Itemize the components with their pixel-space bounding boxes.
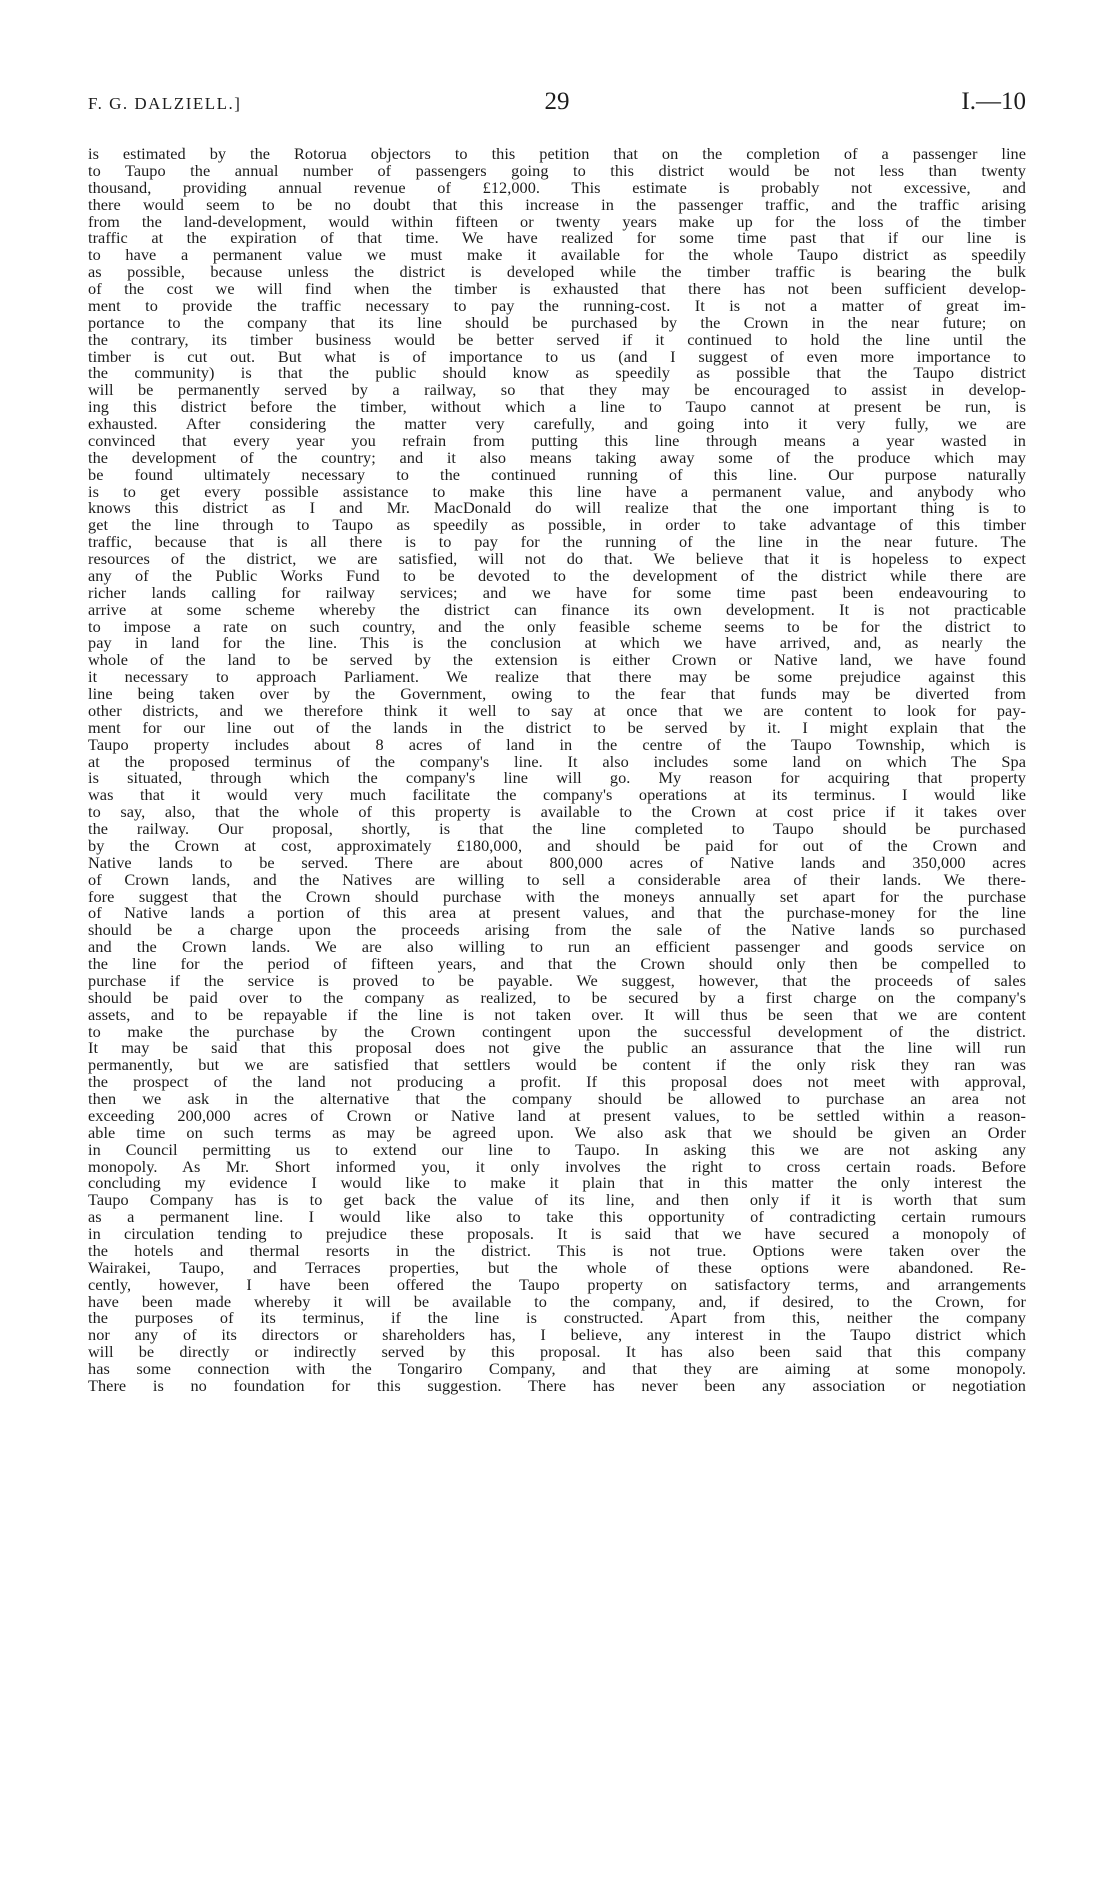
text-line: is to get every possible assistance to make this line have a permanent value, and anybody who: [88, 481, 1026, 501]
text-line: permanently, but we are satisfied that settlers would be content if the only risk they ran was: [88, 1055, 1026, 1075]
text-line: Native lands to be served. There are about 800,000 acres of Native lands and 350,000 acres: [88, 852, 1026, 872]
text-line: get the line through to Taupo as speedily as possible, in order to take advantage of this timber: [88, 515, 1026, 535]
text-line: Taupo Company has is to get back the value of its line, and then only if it is worth that sum: [88, 1190, 1026, 1210]
text-line: to make the purchase by the Crown contingent upon the successful development of the district.: [88, 1021, 1026, 1041]
text-line: to have a permanent value we must make it available for the whole Taupo district as speedily: [88, 245, 1026, 265]
text-line: the railway. Our proposal, shortly, is that the line completed to Taupo should be purchased: [88, 819, 1026, 838]
text-line: able time on such terms as may be agreed upon. We also ask that we should be given an Order: [88, 1122, 1026, 1142]
text-line: the purposes of its terminus, if the line is constructed. Apart from this, neither the company: [88, 1308, 1026, 1328]
page-header: [88, 88, 1026, 120]
text-line: the line for the period of fifteen years, and that the Crown should only then be compelled to: [88, 954, 1026, 973]
text-line: of Native lands a portion of this area at present values, and that the purchase-money for the line: [88, 903, 1026, 923]
text-line: cently, however, I have been offered the Taupo property on satisfactory terms, and arrangements: [88, 1274, 1026, 1294]
text-line: It may be said that this proposal does not give the public an assurance that the line will run: [88, 1038, 1026, 1058]
text-line: will be directly or indirectly served by this proposal. It has also been said that this company: [88, 1342, 1026, 1362]
text-line: other districts, and we therefore think it well to say at once that we are content to look for pay-: [88, 700, 1026, 720]
text-line: ment to provide the traffic necessary to pay the running-cost. It is not a matter of great im-: [88, 295, 1026, 315]
text-line: the prospect of the land not producing a profit. If this proposal does not meet with approval,: [88, 1072, 1026, 1092]
text-line: nor any of its directors or shareholders has, I believe, any interest in the Taupo district which: [88, 1325, 1026, 1345]
text-line: concluding my evidence I would like to make it plain that in this matter the only interest the: [88, 1173, 1026, 1193]
text-line: the development of the country; and it also means taking away some of the produce which may: [88, 447, 1026, 467]
witness-name: F. G. DALZIELL.]: [88, 94, 242, 113]
text-line: Wairakei, Taupo, and Terraces properties, but the whole of these options were abandoned. Re-: [88, 1257, 1026, 1277]
text-line: resources of the district, we are satisfied, will not do that. We believe that it is hopeless to expect: [88, 549, 1026, 568]
text-line: exhausted. After considering the matter very carefully, and going into it very fully, we are: [88, 414, 1026, 433]
text-line: to Taupo the annual number of passengers going to this district would be not less than twenty: [88, 160, 1026, 180]
page-number: 29: [544, 88, 570, 115]
text-line: will be permanently served by a railway, so that they may be encouraged to assist in develop-: [88, 380, 1026, 400]
text-line: purchase if the service is proved to be payable. We suggest, however, that the proceeds of sales: [88, 970, 1026, 990]
text-line: the community) is that the public should know as speedily as possible that the Taupo district: [88, 363, 1026, 383]
text-line: should be paid over to the company as realized, to be secured by a first charge on the company's: [88, 987, 1026, 1007]
text-line: in circulation tending to prejudice these proposals. It is said that we have secured a monopoly of: [88, 1224, 1026, 1243]
text-line: There is no foundation for this suggestion. There has never been any association or negotiation: [88, 1375, 1026, 1395]
text-line: there would seem to be no doubt that this increase in the passenger traffic, and the traffic arising: [88, 194, 1026, 214]
text-line: thousand, providing annual revenue of £12,000. This estimate is probably not excessive, and: [88, 177, 1026, 197]
text-line: convinced that every year you refrain from putting this line through means a year wasted in: [88, 430, 1026, 450]
text-line: any of the Public Works Fund to be devoted to the development of the district while there are: [88, 565, 1026, 585]
text-line: monopoly. As Mr. Short informed you, it only involves the right to cross certain roads. Before: [88, 1156, 1026, 1176]
text-line: traffic, because that is all there is to pay for the running of the line in the near future. The: [88, 532, 1026, 552]
text-line: richer lands calling for railway services; and we have for some time past been endeavouring to: [88, 582, 1026, 602]
text-line: at the proposed terminus of the company's line. It also includes some land on which The Spa: [88, 751, 1026, 771]
text-line: assets, and to be repayable if the line is not taken over. It will thus be seen that we are content: [88, 1004, 1026, 1024]
text-line: line being taken over by the Government, owing to the fear that funds may be diverted from: [88, 684, 1026, 703]
text-line: was that it would very much facilitate the company's operations at its terminus. I would like: [88, 785, 1026, 805]
text-line: fore suggest that the Crown should purchase with the moneys annually set apart for the purchase: [88, 886, 1026, 906]
text-line: the hotels and thermal resorts in the district. This is not true. Options were taken over the: [88, 1240, 1026, 1260]
text-line: of Crown lands, and the Natives are willing to sell a considerable area of their lands. We there-: [88, 869, 1026, 889]
text-line: portance to the company that its line should be purchased by the Crown in the near future; on: [88, 312, 1026, 332]
text-line: timber is cut out. But what is of importance to us (and I suggest of even more importance to: [88, 346, 1026, 366]
text-line: has some connection with the Tongariro Company, and that they are aiming at some monopoly.: [88, 1359, 1026, 1378]
text-line: in Council permitting us to extend our line to Taupo. In asking this we are not asking any: [88, 1139, 1026, 1159]
text-line: then we ask in the alternative that the company should be allowed to purchase an area not: [88, 1089, 1026, 1108]
document-reference: I.—10: [961, 88, 1026, 115]
text-line: of the cost we will find when the timber is exhausted that there has not been sufficient develop-: [88, 279, 1026, 298]
text-line: have been made whereby it will be available to the company, and, if desired, to the Crown, for: [88, 1291, 1026, 1311]
text-line: the contrary, its timber business would be better served if it continued to hold the line until the: [88, 329, 1026, 349]
text-line: by the Crown at cost, approximately £180,000, and should be paid for out of the Crown and: [88, 835, 1026, 855]
text-line: exceeding 200,000 acres of Crown or Native land at present values, to be settled within a reason-: [88, 1105, 1026, 1125]
text-line: to impose a rate on such country, and the only feasible scheme seems to be for the district to: [88, 616, 1026, 636]
text-line: Taupo property includes about 8 acres of land in the centre of the Taupo Township, which is: [88, 734, 1026, 754]
text-line: ing this district before the timber, without which a line to Taupo cannot at present be run, is: [88, 397, 1026, 417]
text-line: should be a charge upon the proceeds arising from the sale of the Native lands so purchased: [88, 920, 1026, 940]
text-line: pay in land for the line. This is the conclusion at which we have arrived, and, as nearly the: [88, 633, 1026, 653]
text-line: is situated, through which the company's line will go. My reason for acquiring that property: [88, 768, 1026, 788]
text-line: from the land-development, would within fifteen or twenty years make up for the loss of the timber: [88, 211, 1026, 231]
text-line: whole of the land to be served by the extension is either Crown or Native land, we have found: [88, 650, 1026, 670]
text-line: and the Crown lands. We are also willing to run an efficient passenger and goods service on: [88, 937, 1026, 957]
text-line: arrive at some scheme whereby the district can finance its own development. It is not practicable: [88, 599, 1026, 619]
text-line: is estimated by the Rotorua objectors to this petition that on the completion of a passenger line: [88, 144, 1026, 163]
text-line: knows this district as I and Mr. MacDonald do will realize that the one important thing is to: [88, 498, 1026, 518]
text-line: as a permanent line. I would like also to take this opportunity of contradicting certain rumours: [88, 1207, 1026, 1227]
text-line: to say, also, that the whole of this property is available to the Crown at cost price if it takes over: [88, 802, 1026, 822]
text-line: as possible, because unless the district is developed while the timber traffic is bearing the bulk: [88, 262, 1026, 282]
evidence-text: [88, 146, 1026, 1395]
text-line: it necessary to approach Parliament. We realize that there may be some prejudice against this: [88, 667, 1026, 687]
text-line: traffic at the expiration of that time. We have realized for some time past that if our line is: [88, 228, 1026, 248]
text-line: ment for our line out of the lands in the district to be served by it. I might explain that the: [88, 717, 1026, 737]
text-line: be found ultimately necessary to the continued running of this line. Our purpose naturally: [88, 464, 1026, 484]
